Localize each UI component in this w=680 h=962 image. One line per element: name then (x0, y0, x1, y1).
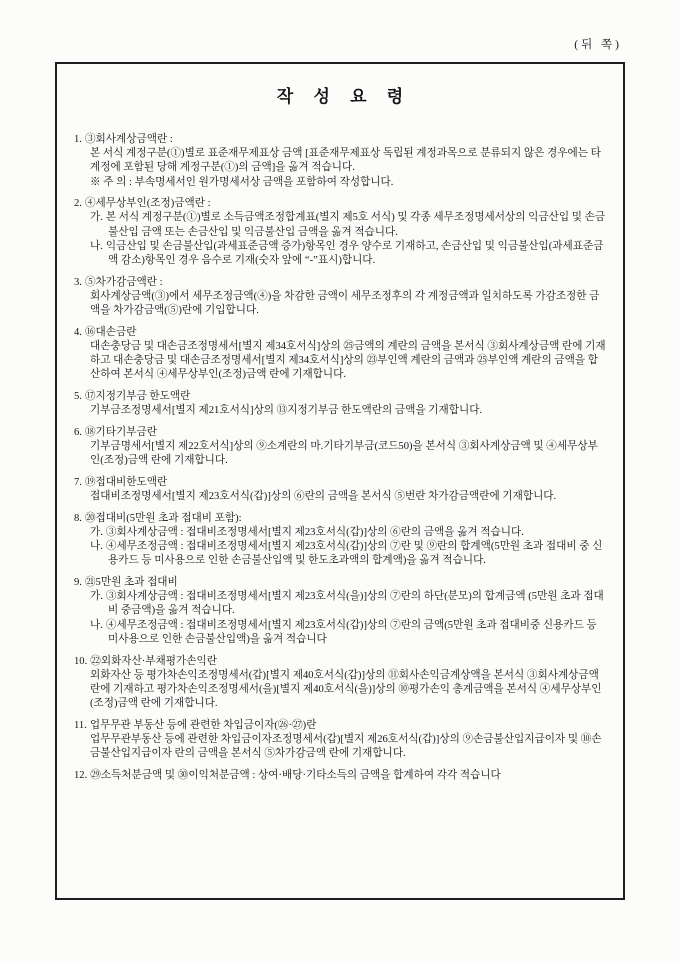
item-heading: ㉙소득처분금액 및 ㉚이익처분금액 : 상여·배당·기타소득의 금액을 합계하여 각각 적습니다 (90, 769, 501, 781)
item-heading-line (74, 512, 606, 526)
instruction-item (74, 719, 606, 762)
item-heading: ⑯대손금란 (84, 326, 137, 338)
item-number: 5. (74, 391, 82, 402)
item-number: 10. (74, 655, 88, 667)
sub-item-label: 가. (90, 591, 103, 603)
item-number: 1. (74, 134, 82, 145)
item-heading: ㉒외화자산·부채평가손익란 (90, 655, 217, 667)
item-heading: ④세무상부인(조정)금액란 : (84, 198, 211, 210)
item-body: 접대비조정명세서[별지 제23호서식(갑)]상의 ⑥란의 금액을 본서식 ⑤번란 차가감금액란에 기재합니다. (90, 491, 557, 503)
item-body: 대손충당금 및 대손금조정명세서[별지 제34호서식]상의 ㉕금액의 계란의 금액을 본서식 ③회사계상금액 란에 기재하고 대손충당금 및 대손금조정명세서[별지 제34호서식]상의 ㉓부인액 계란의 금액과 ㉕부인액 계란의 금액을 합산하여 본서식 ④세무상부인(조정)금액 란에 기재합니다. (90, 340, 606, 381)
item-body: 기부금명세서[별지 제22호서식]상의 ⑨소계란의 마.기타기부금(코드50)을 본서식 ③회사계상금액 및 ④세무상부인(조정)금액 란에 기재합니다. (90, 441, 598, 467)
sub-item (90, 619, 606, 647)
document-border-frame (55, 62, 625, 900)
sub-item (90, 540, 606, 568)
item-number: 6. (74, 426, 82, 438)
instruction-item (74, 476, 606, 504)
sub-item-label: 가. (90, 527, 103, 538)
item-heading: ㉑5만원 초과 접대비 (84, 577, 178, 589)
item-body: 기부금조정명세서[별지 제21호서식]상의 ⑬지정기부금 한도액란의 금액을 기재합니다. (90, 405, 483, 417)
instruction-item (74, 512, 606, 569)
item-heading-line (74, 719, 606, 733)
item-body: 업무무관부동산 등에 관련한 차입금이자조정명세서(갑)[별지 제26호서식(갑)]상의 ⑨손금불산입지급이자 및 ⑩손금불산입지급이자 란의 금액을 본서식 ⑤차가감금액 란에 기재합니다. (90, 733, 602, 760)
instruction-item (74, 426, 606, 469)
item-number: 11. (74, 719, 87, 731)
item-heading-line (74, 197, 606, 211)
item-heading: ⑳접대비(5만원 초과 접대비 포함): (84, 512, 242, 524)
item-heading-line (74, 390, 606, 404)
item-number: 4. (74, 326, 82, 338)
item-number: 8. (74, 512, 82, 524)
item-note: ※ 주 의 : 부속명세서인 원가명세서상 금액을 포함하여 작성합니다. (90, 176, 394, 188)
instruction-item (74, 655, 606, 712)
sub-item (90, 590, 606, 618)
instruction-item (74, 326, 606, 383)
item-heading-line (74, 476, 606, 490)
sub-item-label: 나. (90, 240, 103, 252)
sub-item (90, 211, 606, 239)
instruction-item (74, 197, 606, 268)
instruction-item (74, 133, 606, 190)
item-heading-line (74, 655, 606, 669)
item-heading: 업무무관 부동산 등에 관련한 차입금이자(㉖·㉗)란 (89, 719, 317, 731)
item-heading: ⑤차가감금액란 : (84, 276, 163, 288)
item-number: 2. (74, 198, 82, 210)
instruction-item (74, 576, 606, 647)
sub-item-text: 익금산입 및 손금불산입(과세표준금액 증가)항목인 경우 양수로 기재하고, 손금산입 및 익금불산입(과세표준금액 감소)항목인 경우 음수로 기재(숫자 앞에 “-”표시)합니다. (105, 240, 604, 266)
item-heading-line (74, 576, 606, 590)
sub-item (90, 240, 606, 268)
sub-item-label: 나. (90, 541, 103, 553)
item-number: 7. (74, 476, 82, 488)
item-number: 3. (74, 276, 82, 288)
item-body: 본 서식 계정구분(①)별로 표준재무제표상 금액 [표준재무제표상 독립된 계정과목으로 분류되지 않은 경우에는 타 계정에 포함된 당해 계정구분(①)의 금액]을 옮겨 적습니다. (90, 148, 601, 174)
item-body: 회사계상금액(③)에서 세무조정금액(④)을 차감한 금액이 세무조정후의 각 계정금액과 일치하도록 가감조정한 금액을 차가감금액(⑤)란에 기입합니다. (90, 290, 600, 317)
item-heading-line (74, 326, 606, 340)
item-heading-line (74, 133, 606, 147)
page-side-label: (뒤 쪽) (574, 39, 622, 51)
instruction-item (74, 276, 606, 319)
item-heading-line (74, 769, 606, 783)
sub-item-text: ③회사계상금액 : 접대비조정명세서[별지 제23호서식(갑)]상의 ⑥란의 금액을 옮겨 적습니다. (105, 527, 524, 538)
sub-item (90, 526, 606, 540)
instruction-item (74, 390, 606, 418)
item-heading: ⑲접대비한도액란 (84, 476, 168, 488)
item-body: 외화자산 등 평가차손익조정명세서(갑)[별지 제40호서식(갑)]상의 ⑪회사손익금계상액을 본서식 ③회사계상금액 란에 기재하고 평가차손익조정명세서(을)[별지 제40호서식(을)]상의 ⑩평가손익 총계금액을 본서식 ④세무상부인(조정)금액 란에 기재합니다. (90, 669, 602, 710)
sub-item-text: ③회사계상금액 : 접대비조정명세서[별지 제23호서식(을)]상의 ⑦란의 하단(분모)의 합계금액 (5만원 초과 접대비 중금액)을 옮겨 적습니다. (105, 591, 604, 617)
sub-item-text: ④세무조정금액 : 접대비조정명세서[별지 제23호서식(갑)]상의 ⑦란의 금액(5만원 초과 접대비중 신용카드 등 미사용으로 인한 손금불산입액)을 옮겨 적습니다 (105, 619, 597, 645)
sub-item-text: ④세무조정금액 : 접대비조정명세서[별지 제23호서식(갑)]상의 ⑦란 및 ⑨란의 합계액(5만원 초과 접대비 중 신용카드 등 미사용으로 인한 손금불산입액 및 한도초과액의 합계액)을 옮겨 적습니다. (105, 541, 603, 567)
sub-item-label: 가. (90, 212, 103, 224)
item-heading-line (74, 276, 606, 290)
sub-item-text: 본 서식 계정구분(①)별로 소득금액조정합계표(별지 제5호 서식) 및 각종 세무조정명세서상의 익금산입 및 손금불산입 금액 또는 손금산입 및 익금불산입 금액을 옮겨 적습니다. (105, 212, 606, 238)
item-heading: ⑰지정기부금 한도액란 (84, 391, 191, 402)
instruction-item (74, 769, 606, 783)
item-heading: ③회사계상금액란 : (84, 134, 173, 145)
item-number: 12. (74, 769, 88, 781)
item-number: 9. (74, 577, 82, 589)
page-title: 작 성 요 령 (276, 87, 412, 106)
sub-item-label: 나. (90, 619, 103, 631)
item-heading-line (74, 426, 606, 440)
item-heading: ⑱기타기부금란 (84, 426, 157, 438)
